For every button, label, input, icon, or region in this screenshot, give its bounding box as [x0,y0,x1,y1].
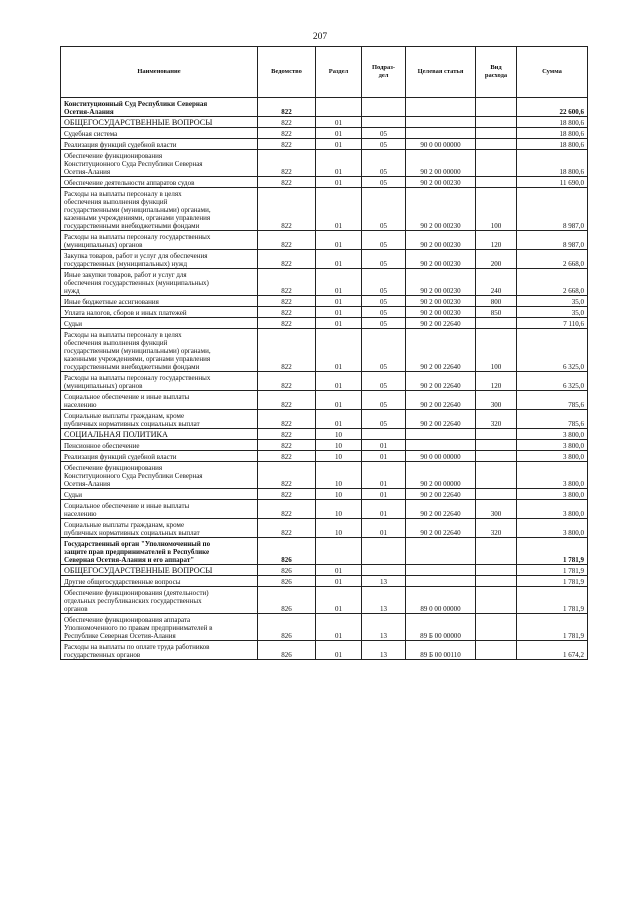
row-amount: 3 800,0 [517,462,588,489]
table-row [61,296,588,307]
row-department: 822 [258,391,316,410]
row-amount: 18 800,6 [517,117,588,128]
table-row [61,519,588,538]
table-row [61,587,588,614]
row-subsection: 05 [362,307,406,318]
row-target [406,565,476,576]
row-section: 01 [316,614,362,641]
row-target [406,128,476,139]
row-amount: 6 325,0 [517,372,588,391]
row-target: 90 2 00 22640 [406,372,476,391]
row-target: 90 2 00 22640 [406,410,476,429]
row-expense-type [476,462,517,489]
table-row [61,269,588,296]
row-department: 826 [258,565,316,576]
row-subsection [362,117,406,128]
row-target: 89 0 00 00000 [406,587,476,614]
row-department: 822 [258,188,316,231]
row-expense-type [476,128,517,139]
table-row [61,231,588,250]
table-row [61,139,588,150]
row-name: Закупка товаров, работ и услуг для обеспечения государственных (муниципальных) нужд [61,250,258,269]
row-expense-type: 850 [476,307,517,318]
row-expense-type: 300 [476,500,517,519]
row-subsection: 01 [362,462,406,489]
row-subsection: 01 [362,451,406,462]
row-name: Уплата налогов, сборов и иных платежей [61,307,258,318]
row-section: 01 [316,177,362,188]
row-subsection: 01 [362,519,406,538]
row-subsection: 13 [362,576,406,587]
row-department: 826 [258,538,316,565]
row-amount: 35,0 [517,307,588,318]
row-section: 01 [316,250,362,269]
row-name: Расходы на выплаты персоналу государственных (муниципальных) органов [61,372,258,391]
table-row [61,451,588,462]
row-department: 822 [258,98,316,117]
budget-table [60,46,588,660]
table-row [61,188,588,231]
table-body [61,98,588,660]
row-section: 01 [316,188,362,231]
row-expense-type: 200 [476,250,517,269]
row-department: 822 [258,139,316,150]
row-section: 10 [316,440,362,451]
row-department: 822 [258,231,316,250]
row-expense-type: 300 [476,391,517,410]
row-amount: 8 987,0 [517,188,588,231]
row-department: 822 [258,250,316,269]
row-name: Социальное обеспечение и иные выплаты населению [61,391,258,410]
row-section: 10 [316,489,362,500]
row-target: 90 2 00 22640 [406,318,476,329]
table-row [61,614,588,641]
row-name: Расходы на выплаты персоналу в целях обеспечения выполнения функций государственными (муниципальными) органами, казенными учреждениями, органами управления государственными внебюджетными фондами [61,329,258,372]
table-row [61,538,588,565]
row-amount: 6 325,0 [517,329,588,372]
table-row [61,329,588,372]
row-department: 822 [258,462,316,489]
row-subsection [362,538,406,565]
row-section: 10 [316,429,362,440]
row-department: 822 [258,177,316,188]
row-name: Судьи [61,489,258,500]
row-expense-type [476,538,517,565]
row-target: 90 2 00 22640 [406,391,476,410]
row-amount: 3 800,0 [517,440,588,451]
row-name: Судебная система [61,128,258,139]
row-section: 10 [316,500,362,519]
row-amount: 3 800,0 [517,500,588,519]
row-department: 822 [258,500,316,519]
table-row [61,372,588,391]
row-amount: 1 781,9 [517,576,588,587]
row-expense-type: 320 [476,519,517,538]
row-section: 01 [316,587,362,614]
row-section: 01 [316,318,362,329]
table-row [61,500,588,519]
header-name: Наименование [61,47,258,98]
row-expense-type: 100 [476,188,517,231]
row-name: Обеспечение функционирования Конституционного Суда Республики Северная Осетия-Алания [61,150,258,177]
row-amount: 11 690,0 [517,177,588,188]
row-department: 822 [258,329,316,372]
row-section: 01 [316,296,362,307]
row-name: СОЦИАЛЬНАЯ ПОЛИТИКА [61,429,258,440]
row-name: Иные закупки товаров, работ и услуг для обеспечения государственных (муниципальных) нужд [61,269,258,296]
row-expense-type [476,429,517,440]
row-amount: 3 800,0 [517,519,588,538]
row-subsection: 13 [362,641,406,660]
row-section: 10 [316,519,362,538]
row-subsection: 05 [362,410,406,429]
table-row [61,410,588,429]
row-expense-type [476,451,517,462]
row-section: 01 [316,128,362,139]
row-name: Реализация функций судебной власти [61,139,258,150]
row-name: Судьи [61,318,258,329]
header-target: Целевая статья [406,47,476,98]
row-subsection: 01 [362,489,406,500]
row-name: Обеспечение функционирования аппарата Уполномоченного по правам предпринимателей в Республике Северная Осетия-Алания [61,614,258,641]
row-subsection: 05 [362,139,406,150]
row-department: 822 [258,128,316,139]
row-expense-type [476,139,517,150]
header-expense-type: Вид расхода [476,47,517,98]
row-section: 01 [316,410,362,429]
row-expense-type [476,489,517,500]
row-subsection [362,565,406,576]
table-row [61,391,588,410]
row-subsection: 05 [362,318,406,329]
row-department: 822 [258,410,316,429]
row-target: 90 2 00 00230 [406,296,476,307]
row-expense-type [476,614,517,641]
row-subsection: 13 [362,587,406,614]
table-header-row [61,47,588,98]
row-amount: 1 781,9 [517,565,588,576]
table-row [61,128,588,139]
row-expense-type [476,587,517,614]
row-name: Иные бюджетные ассигнования [61,296,258,307]
row-subsection: 05 [362,269,406,296]
row-department: 822 [258,150,316,177]
row-amount: 3 800,0 [517,489,588,500]
row-expense-type [476,440,517,451]
row-amount: 3 800,0 [517,429,588,440]
row-expense-type: 100 [476,329,517,372]
row-section [316,98,362,117]
row-target: 90 2 00 00000 [406,462,476,489]
row-department: 822 [258,296,316,307]
row-target: 89 Б 00 00000 [406,614,476,641]
row-amount: 18 800,6 [517,128,588,139]
row-subsection: 05 [362,231,406,250]
header-section: Раздел [316,47,362,98]
row-expense-type: 320 [476,410,517,429]
row-section: 01 [316,150,362,177]
row-subsection: 01 [362,440,406,451]
table-row [61,576,588,587]
table-row [61,117,588,128]
row-name: Государственный орган "Уполномоченный по защите прав предпринимателей в Республике Северная Осетия-Алания и его аппарат" [61,538,258,565]
table-row [61,150,588,177]
row-section: 10 [316,462,362,489]
row-amount: 3 800,0 [517,451,588,462]
row-subsection [362,429,406,440]
row-department: 826 [258,641,316,660]
row-section: 01 [316,372,362,391]
row-name: Реализация функций судебной власти [61,451,258,462]
row-target: 90 2 00 22640 [406,489,476,500]
table-row [61,429,588,440]
row-expense-type [476,576,517,587]
row-amount: 2 668,0 [517,269,588,296]
row-name: Конституционный Суд Республики Северная Осетия-Алания [61,98,258,117]
row-section: 01 [316,139,362,150]
table-row [61,177,588,188]
row-name: Другие общегосударственные вопросы [61,576,258,587]
table-row [61,565,588,576]
table-row [61,641,588,660]
header-department: Ведомство [258,47,316,98]
table-row [61,98,588,117]
row-target: 89 Б 00 00110 [406,641,476,660]
row-section: 01 [316,307,362,318]
table-row [61,307,588,318]
row-subsection: 05 [362,391,406,410]
row-section: 01 [316,576,362,587]
header-subsection: Подраз- дел [362,47,406,98]
row-name: ОБЩЕГОСУДАРСТВЕННЫЕ ВОПРОСЫ [61,565,258,576]
row-name: Обеспечение функционирования Конституционного Суда Республики Северная Осетия-Алания [61,462,258,489]
row-amount: 8 987,0 [517,231,588,250]
row-target [406,117,476,128]
row-section: 01 [316,329,362,372]
row-department: 822 [258,429,316,440]
row-target [406,429,476,440]
row-target: 90 2 00 00230 [406,177,476,188]
row-subsection: 05 [362,128,406,139]
row-target [406,576,476,587]
row-target: 90 2 00 00000 [406,150,476,177]
row-section: 01 [316,117,362,128]
row-amount: 785,6 [517,391,588,410]
header-amount: Сумма [517,47,588,98]
row-name: Расходы на выплаты персоналу государственных (муниципальных) органов [61,231,258,250]
row-target: 90 2 00 00230 [406,307,476,318]
row-amount: 18 800,6 [517,150,588,177]
row-target: 90 2 00 22640 [406,519,476,538]
row-subsection: 01 [362,500,406,519]
row-subsection: 05 [362,177,406,188]
row-section: 01 [316,391,362,410]
row-name: Социальные выплаты гражданам, кроме публичных нормативных социальных выплат [61,410,258,429]
row-target [406,98,476,117]
row-amount: 1 781,9 [517,538,588,565]
row-subsection: 05 [362,372,406,391]
row-expense-type [476,98,517,117]
row-department: 822 [258,117,316,128]
row-subsection: 05 [362,329,406,372]
row-department: 822 [258,489,316,500]
row-section: 01 [316,269,362,296]
row-target: 90 2 00 00230 [406,231,476,250]
row-expense-type [476,150,517,177]
row-name: ОБЩЕГОСУДАРСТВЕННЫЕ ВОПРОСЫ [61,117,258,128]
row-expense-type: 120 [476,231,517,250]
row-target: 90 0 00 00000 [406,139,476,150]
row-amount: 1 674,2 [517,641,588,660]
row-target: 90 2 00 22640 [406,500,476,519]
row-name: Социальные выплаты гражданам, кроме публичных нормативных социальных выплат [61,519,258,538]
row-name: Обеспечение деятельности аппаратов судов [61,177,258,188]
row-department: 822 [258,318,316,329]
row-department: 826 [258,614,316,641]
row-target: 90 2 00 22640 [406,329,476,372]
row-section [316,538,362,565]
row-department: 822 [258,307,316,318]
row-subsection: 13 [362,614,406,641]
row-amount: 1 781,9 [517,614,588,641]
row-amount: 785,6 [517,410,588,429]
row-subsection: 05 [362,250,406,269]
row-expense-type: 240 [476,269,517,296]
row-name: Социальное обеспечение и иные выплаты населению [61,500,258,519]
row-amount: 2 668,0 [517,250,588,269]
row-section: 01 [316,231,362,250]
row-amount: 35,0 [517,296,588,307]
row-department: 826 [258,587,316,614]
row-subsection: 05 [362,296,406,307]
row-target: 90 0 00 00000 [406,451,476,462]
row-amount: 18 800,6 [517,139,588,150]
row-name: Обеспечение функционирования (деятельности) отдельных республиканских государственных органов [61,587,258,614]
table-row [61,462,588,489]
row-subsection: 05 [362,150,406,177]
row-department: 826 [258,576,316,587]
row-department: 822 [258,440,316,451]
row-name: Расходы на выплаты персоналу в целях обеспечения выполнения функций государственными (муниципальными) органами, казенными учреждениями, органами управления государственными внебюджетными фондами [61,188,258,231]
row-section: 01 [316,641,362,660]
row-subsection [362,98,406,117]
row-target [406,538,476,565]
row-name: Расходы на выплаты по оплате труда работников государственных органов [61,641,258,660]
table-row [61,250,588,269]
row-department: 822 [258,372,316,391]
row-expense-type: 800 [476,296,517,307]
row-target [406,440,476,451]
row-subsection: 05 [362,188,406,231]
row-target: 90 2 00 00230 [406,250,476,269]
row-target: 90 2 00 00230 [406,269,476,296]
row-expense-type: 120 [476,372,517,391]
table-row [61,440,588,451]
row-expense-type [476,641,517,660]
page-number: 207 [312,32,328,42]
row-department: 822 [258,269,316,296]
row-expense-type [476,565,517,576]
row-expense-type [476,117,517,128]
row-amount: 7 110,6 [517,318,588,329]
row-target: 90 2 00 00230 [406,188,476,231]
table-row [61,318,588,329]
row-section: 10 [316,451,362,462]
row-amount: 1 781,9 [517,587,588,614]
table-row [61,489,588,500]
row-department: 822 [258,519,316,538]
row-amount: 22 600,6 [517,98,588,117]
row-section: 01 [316,565,362,576]
row-name: Пенсионное обеспечение [61,440,258,451]
row-department: 822 [258,451,316,462]
row-expense-type [476,318,517,329]
row-expense-type [476,177,517,188]
